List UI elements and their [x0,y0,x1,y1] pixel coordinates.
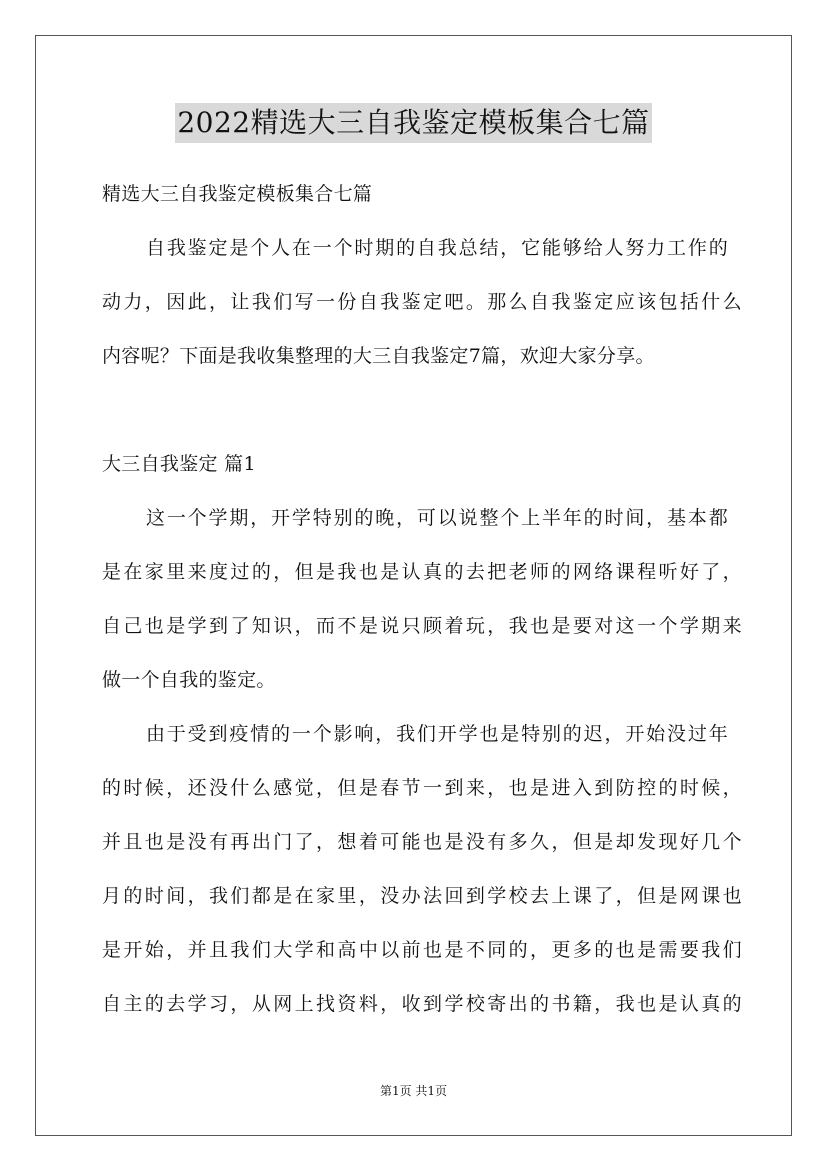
paragraph2-line-1: 由于受到疫情的一个影响，我们开学也是特别的迟，开始没过年 [146,723,728,745]
paragraph1-line-1: 这一个学期，开学特别的晚，可以说整个上半年的时间，基本都 [146,507,728,529]
intro-line-3: 内容呢？下面是我收集整理的大三自我鉴定7篇，欢迎大家分享。 [102,345,655,367]
section-heading: 大三自我鉴定 篇1 [102,453,256,475]
intro-line-2: 动力，因此，让我们写一份自我鉴定吧。那么自我鉴定应该包括什么 [102,291,742,313]
document-subtitle: 精选大三自我鉴定模板集合七篇 [102,183,373,205]
paragraph2-line-6: 自主的去学习，从网上找资料，收到学校寄出的书籍，我也是认真的 [102,993,742,1015]
intro-line-1: 自我鉴定是个人在一个时期的自我总结，它能够给人努力工作的 [146,237,728,259]
page-number-footer: 第1页 共1页 [379,1084,448,1098]
title-container [0,103,827,143]
paragraph2-line-3: 并且也是没有再出门了，想着可能也是没有多久，但是却发现好几个 [102,831,742,853]
paragraph2-line-2: 的时候，还没什么感觉，但是春节一到来，也是进入到防控的时候， [102,777,742,799]
document-title: 2022精选大三自我鉴定模板集合七篇 [175,103,651,143]
paragraph1-line-4: 做一个自我的鉴定。 [102,669,276,691]
paragraph2-line-4: 月的时间，我们都是在家里，没办法回到学校去上课了，但是网课也 [102,885,742,907]
paragraph1-line-3: 自己也是学到了知识，而不是说只顾着玩，我也是要对这一个学期来 [102,615,742,637]
paragraph1-line-2: 是在家里来度过的，但是我也是认真的去把老师的网络课程听好了， [102,561,742,583]
paragraph2-line-5: 是开始，并且我们大学和高中以前也是不同的，更多的也是需要我们 [102,939,742,961]
